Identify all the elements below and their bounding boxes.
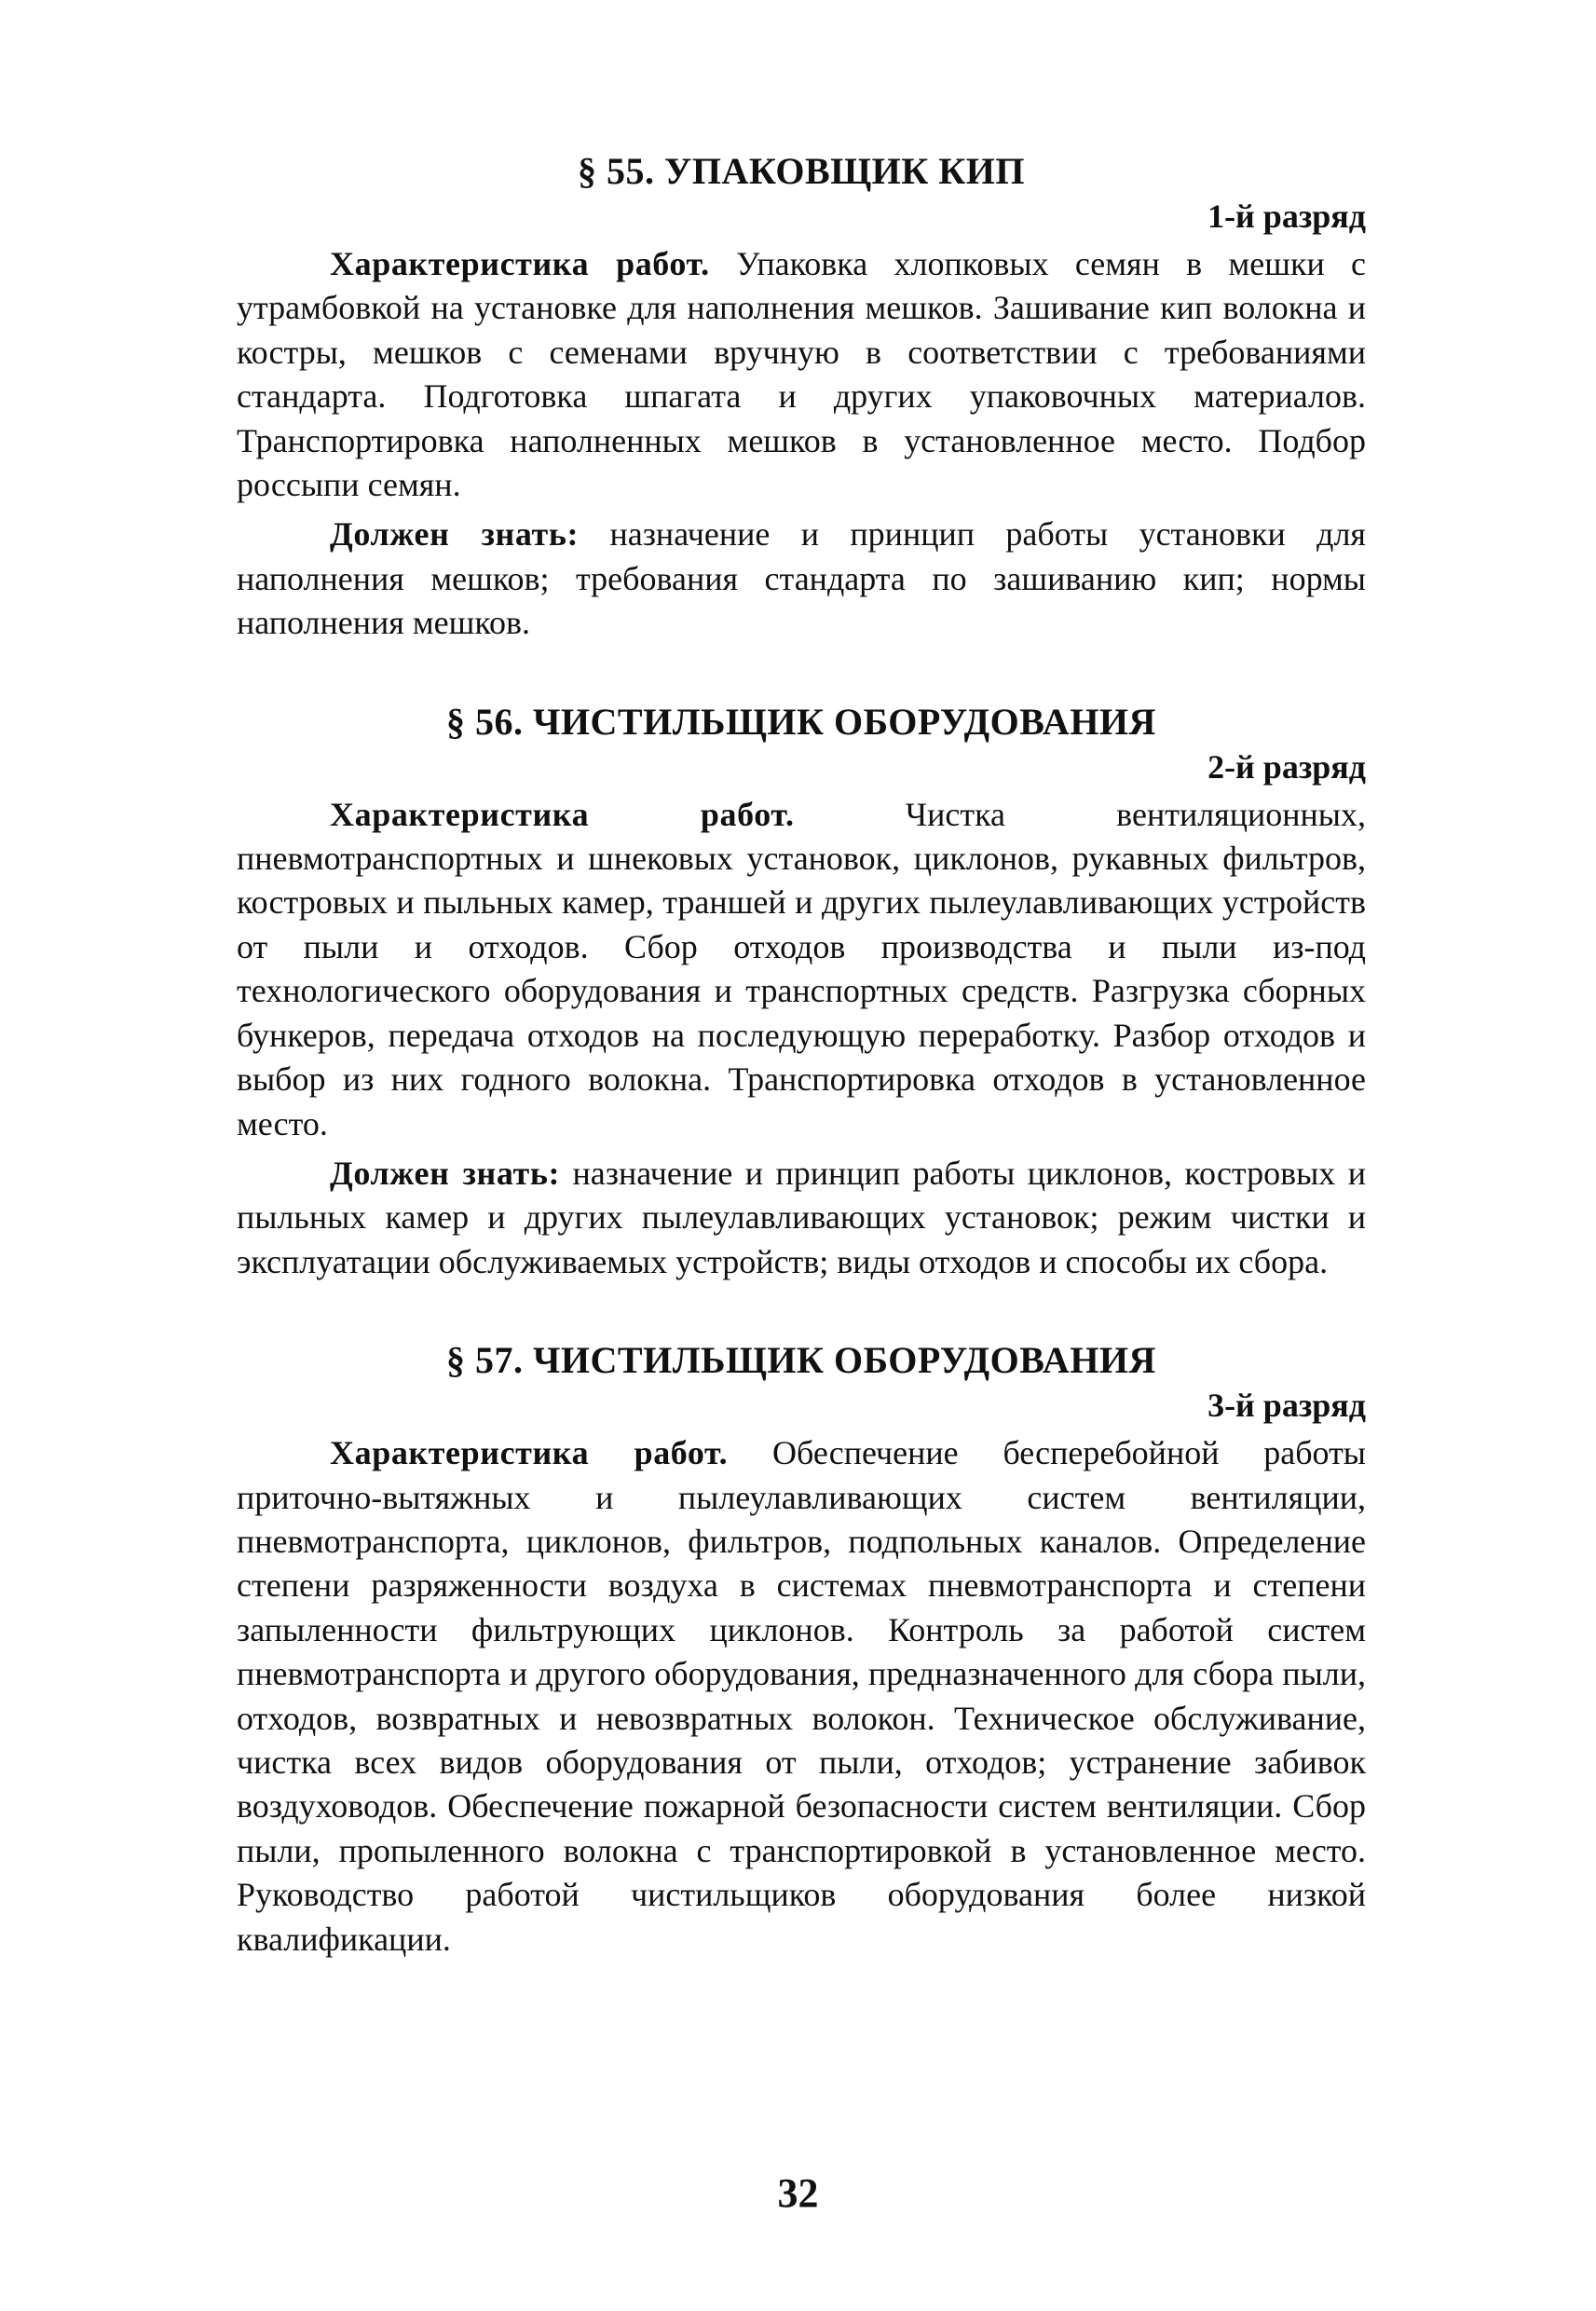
knowledge-paragraph xyxy=(237,1152,1366,1284)
section-57 xyxy=(237,1338,1366,1962)
section-55 xyxy=(237,149,1366,646)
characteristics-paragraph xyxy=(237,793,1366,1146)
characteristics-lead: Характеристика работ. xyxy=(330,245,710,282)
section-title: § 57. ЧИСТИЛЬЩИК ОБОРУДОВАНИЯ xyxy=(446,1339,1156,1382)
grade-label: 1-й разряд xyxy=(1207,198,1366,235)
characteristics-lead: Характеристика работ. xyxy=(330,1434,729,1472)
knowledge-text: назначение и принцип работы циклонов, костровых и пыльных камер и других пылеулавливающих установок; режим чистки и эксплуатации обслуживаемых устройств; виды отходов и способы их сбора. xyxy=(237,1154,1366,1280)
section-title: § 55. УПАКОВЩИК КИП xyxy=(578,150,1025,192)
grade-label: 2-й разряд xyxy=(1207,747,1366,786)
characteristics-paragraph xyxy=(237,1431,1366,1962)
grade-label: 3-й разряд xyxy=(1207,1387,1366,1425)
section-56 xyxy=(237,700,1366,1284)
document-page xyxy=(237,130,1366,2218)
knowledge-lead: Должен знать: xyxy=(330,1154,561,1192)
knowledge-paragraph xyxy=(237,513,1366,645)
page-number: 32 xyxy=(777,2170,819,2216)
characteristics-text: Упаковка хлопковых семян в мешки с утрамбовкой на установке для наполнения мешков. Зашивание кип волокна и костры, мешков с семенами вручную в соответствии с требованиями стандарта. Подготовка шпагата и других упаковочных материалов. Транспортировка наполненных мешков в установленное место. Подбор россыпи семян. xyxy=(237,245,1366,504)
characteristics-paragraph xyxy=(237,242,1366,507)
knowledge-text: назначение и принцип работы установки для наполнения мешков; требования стандарта по зашиванию кип; нормы наполнения мешков. xyxy=(237,515,1366,642)
characteristics-text: Чистка вентиляционных, пневмотранспортных и шнековых установок, циклонов, рукавных фильтров, костровых и пыльных камер, траншей и других пылеулавливающих устройств от пыли и отходов. Сбор отходов производства и пыли из-под технологического оборудования и транспортных средств. Разгрузка сборных бункеров, передача отходов на последующую переработку. Разбор отходов и выбор из них годного волокна. Транспортировка отходов в установленное место. xyxy=(237,795,1366,1142)
characteristics-text: Обеспечение бесперебойной работы приточно-вытяжных и пылеулавливающих систем вентиляции, пневмотранспорта, циклонов, фильтров, подпольных каналов. Определение степени разряженности воздуха в системах пневмотранспорта и степени запыленности фильтрующих циклонов. Контроль за работой систем пневмотранспорта и другого оборудования, предназначенного для сбора пыли, отходов, возвратных и невозвратных волокон. Техническое обслуживание, чистка всех видов оборудования от пыли, отходов; устранение забивок воздуховодов. Обеспечение пожарной безопасности систем вентиляции. Сбор пыли, пропыленного волокна с транспортировкой в установленное место. Руководство работой чистильщиков оборудования более низкой квалификации. xyxy=(237,1434,1366,1958)
characteristics-lead: Характеристика работ. xyxy=(330,795,795,833)
section-title: § 56. ЧИСТИЛЬЩИК ОБОРУДОВАНИЯ xyxy=(446,700,1156,743)
knowledge-lead: Должен знать: xyxy=(330,515,580,554)
